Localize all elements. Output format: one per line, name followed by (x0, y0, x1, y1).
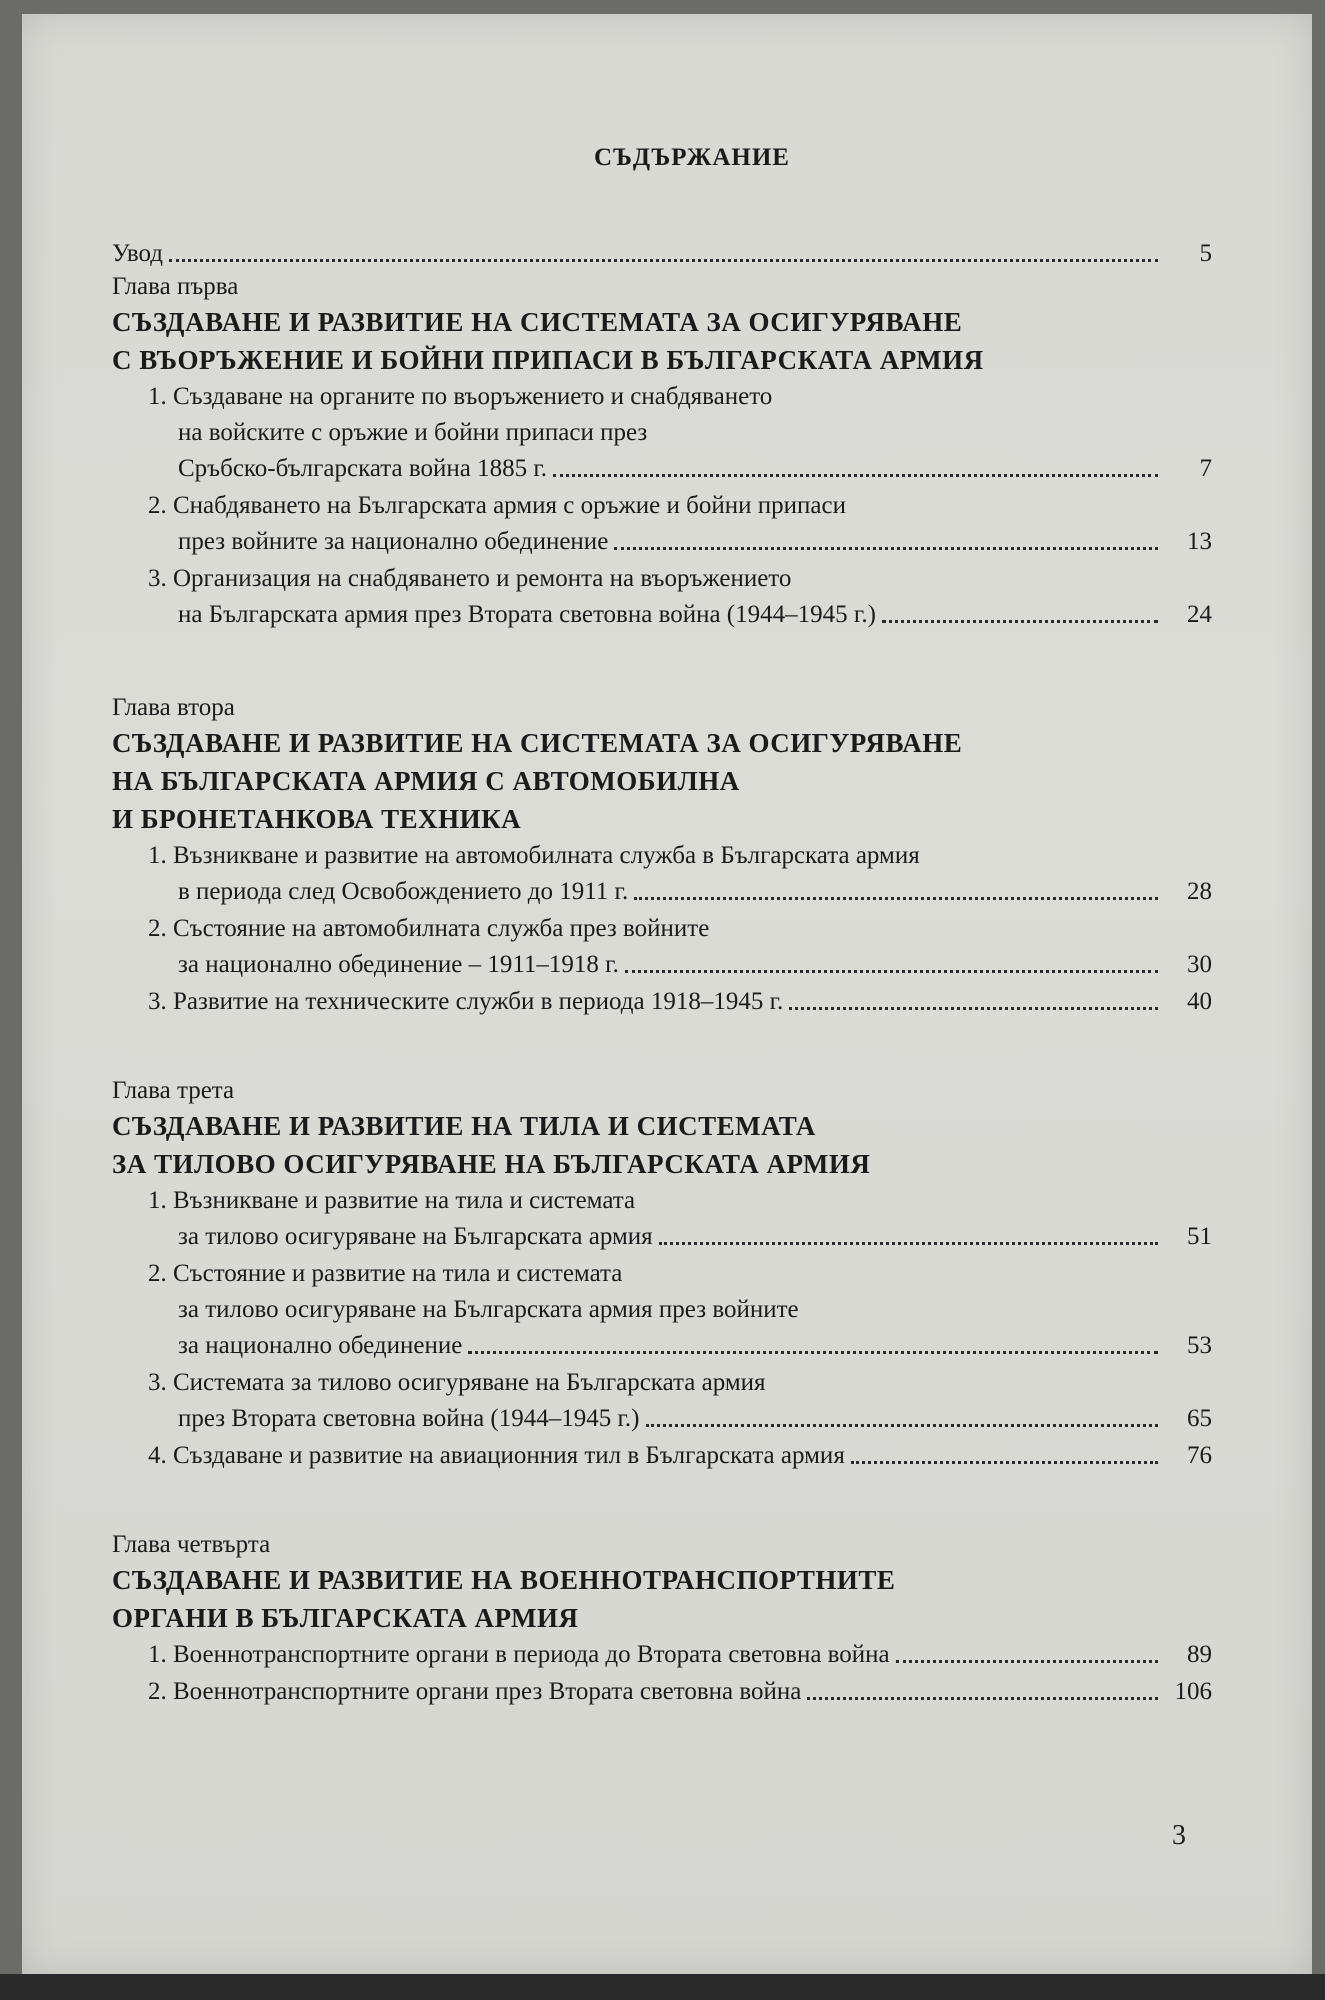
chapter-label: Глава втора (112, 694, 235, 721)
section-page: 53 (1187, 1332, 1212, 1359)
toc-section (148, 984, 1212, 1019)
intro-label: Увод (112, 240, 164, 267)
chapter-label: Глава трета (112, 1077, 235, 1104)
section-line: 1. Създаване на органите по въоръжението и снабдяването (148, 383, 773, 410)
chapter-title-line: СЪЗДАВАНЕ И РАЗВИТИЕ НА СИСТЕМАТА ЗА ОСИГУРЯВАНЕ (112, 728, 963, 758)
section-line: 1. Възникване и развитие на автомобилната служба в Българската армия (148, 842, 920, 869)
toc-section (148, 1674, 1212, 1709)
intro-page: 5 (1199, 240, 1212, 267)
section-last-line (148, 597, 1212, 632)
section-line: 2. Военнотранспортните органи през Втората световна война (148, 1678, 802, 1705)
section-page: 106 (1174, 1678, 1212, 1705)
section-last-line (148, 1328, 1212, 1363)
section-last-line (148, 874, 1212, 909)
section-line: за тилово осигуряване на Българската армия (178, 1223, 653, 1250)
chapter-title-line: НА БЪЛГАРСКАТА АРМИЯ С АВТОМОБИЛНА (112, 766, 740, 796)
section-last-line (148, 524, 1212, 559)
page-number: 3 (1172, 1820, 1186, 1851)
section-last-line (148, 947, 1212, 982)
section-line: 2. Състояние и развитие на тила и системата (148, 1260, 623, 1287)
section-line: за национално обединение (178, 1332, 463, 1359)
book-page (22, 14, 1312, 1974)
dot-leader (896, 1660, 1158, 1663)
dot-leader (646, 1424, 1159, 1427)
toc-entry-intro (112, 236, 1212, 271)
chapter-title-line: ОРГАНИ В БЪЛГАРСКАТА АРМИЯ (112, 1603, 579, 1633)
dot-leader (789, 1007, 1158, 1010)
toc-section (148, 488, 1212, 559)
chapter-title-line: И БРОНЕТАНКОВА ТЕХНИКА (112, 804, 522, 834)
toc-section (148, 911, 1212, 982)
toc-section (148, 1256, 1212, 1363)
section-line: 2. Снабдяването на Българската армия с оръжие и бойни припаси (148, 492, 846, 519)
chapter-1 (112, 271, 1212, 632)
table-of-contents (112, 144, 1212, 1711)
section-page: 13 (1187, 528, 1212, 555)
section-last-line (148, 1438, 1212, 1473)
dot-leader (851, 1461, 1158, 1464)
chapter-2 (112, 692, 1212, 1019)
section-line: 2. Състояние на автомобилната служба през войните (148, 915, 710, 942)
dot-leader (659, 1242, 1158, 1245)
chapter-title-line: СЪЗДАВАНЕ И РАЗВИТИЕ НА ВОЕННОТРАНСПОРТНИТЕ (112, 1565, 896, 1595)
toc-section (148, 561, 1212, 632)
section-page: 28 (1187, 878, 1212, 905)
dot-leader (169, 259, 1158, 262)
toc-section (148, 1438, 1212, 1473)
section-last-line (148, 1219, 1212, 1254)
section-page: 30 (1187, 951, 1212, 978)
section-line: 4. Създаване и развитие на авиационния тил в Българската армия (148, 1442, 845, 1469)
chapter-label: Глава първа (112, 273, 239, 300)
section-line: 1. Военнотранспортните органи в периода до Втората световна война (148, 1641, 890, 1668)
dot-leader (807, 1697, 1158, 1700)
chapter-title-line: СЪЗДАВАНЕ И РАЗВИТИЕ НА СИСТЕМАТА ЗА ОСИГУРЯВАНЕ (112, 307, 963, 337)
section-last-line (148, 1674, 1212, 1709)
dot-leader (882, 620, 1158, 623)
section-last-line (148, 984, 1212, 1019)
section-page: 40 (1187, 988, 1212, 1015)
chapter-4 (112, 1529, 1212, 1709)
section-last-line (148, 1637, 1212, 1672)
section-list (112, 379, 1212, 632)
toc-section (148, 1365, 1212, 1436)
section-page: 76 (1187, 1442, 1212, 1469)
dot-leader (553, 474, 1158, 477)
chapter-title-line: СЪЗДАВАНЕ И РАЗВИТИЕ НА ТИЛА И СИСТЕМАТА (112, 1111, 816, 1141)
section-list (112, 1183, 1212, 1473)
section-line: Сръбско-българската война 1885 г. (178, 455, 548, 482)
chapter-label: Глава четвърта (112, 1531, 271, 1558)
section-list (112, 838, 1212, 1019)
chapter-title-line: С ВЪОРЪЖЕНИЕ И БОЙНИ ПРИПАСИ В БЪЛГАРСКАТА АРМИЯ (112, 345, 984, 375)
section-list (112, 1637, 1212, 1709)
toc-section (148, 1183, 1212, 1254)
toc-section (148, 838, 1212, 909)
section-line: за национално обединение – 1911–1918 г. (178, 951, 619, 978)
section-line: 3. Системата за тилово осигуряване на Българската армия (148, 1369, 766, 1396)
dot-leader (614, 547, 1158, 550)
dot-leader (625, 970, 1158, 973)
section-page: 65 (1187, 1405, 1212, 1432)
page-title: СЪДЪРЖАНИЕ (594, 144, 790, 171)
toc-section (148, 1637, 1212, 1672)
section-line: през Втората световна война (1944–1945 г.) (178, 1405, 640, 1432)
desk-edge (0, 1974, 1325, 2000)
section-page: 24 (1187, 601, 1212, 628)
section-line: в периода след Освобождението до 1911 г. (178, 878, 629, 905)
section-line: през войните за национално обединение (178, 528, 609, 555)
toc-section (148, 379, 1212, 486)
section-page: 51 (1187, 1223, 1212, 1250)
dot-leader (468, 1351, 1158, 1354)
section-line: на войските с оръжие и бойни припаси през (178, 419, 648, 446)
section-line: на Българската армия през Втората световна война (1944–1945 г.) (178, 601, 876, 628)
section-page: 7 (1199, 455, 1212, 482)
section-line: 3. Развитие на техническите служби в периода 1918–1945 г. (148, 988, 784, 1015)
section-line: за тилово осигуряване на Българската армия през войните (178, 1296, 799, 1323)
chapter-3 (112, 1075, 1212, 1473)
section-last-line (148, 451, 1212, 486)
section-last-line (148, 1401, 1212, 1436)
section-line: 1. Възникване и развитие на тила и системата (148, 1187, 636, 1214)
section-line: 3. Организация на снабдяването и ремонта на въоръжението (148, 565, 792, 592)
section-page: 89 (1187, 1641, 1212, 1668)
chapter-title-line: ЗА ТИЛОВО ОСИГУРЯВАНЕ НА БЪЛГАРСКАТА АРМИЯ (112, 1149, 871, 1179)
dot-leader (634, 897, 1158, 900)
